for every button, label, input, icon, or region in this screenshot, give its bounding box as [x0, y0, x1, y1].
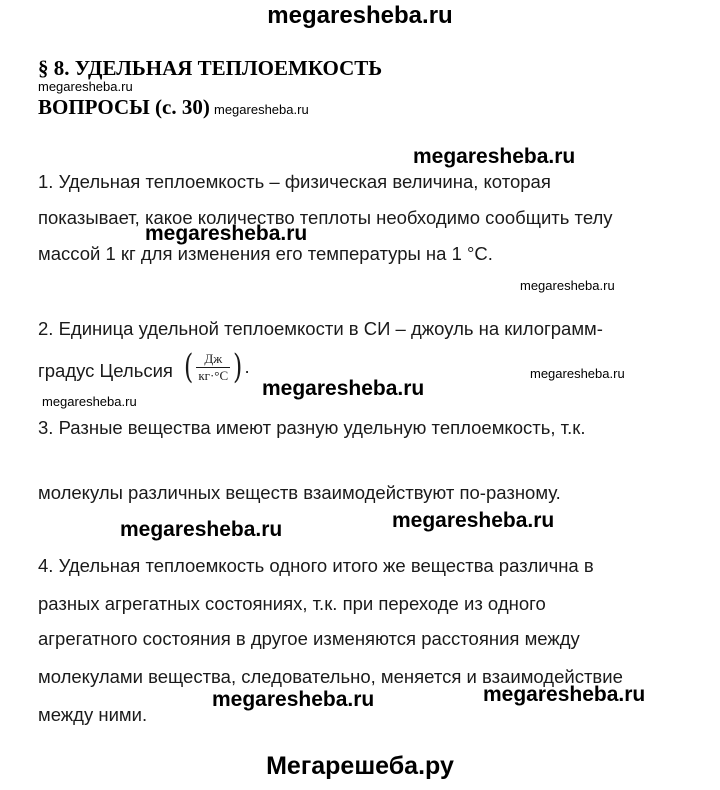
answer-line: 3. Разные вещества имеют разную удельную теплоемкость, т.к.: [38, 417, 586, 438]
fraction-denominator: кг·°С: [198, 367, 229, 383]
watermark-small: megaresheba.ru: [38, 79, 133, 94]
answer-line: агрегатного состояния в другое изменяются расстояния между: [38, 628, 580, 649]
answer-line: разных агрегатных состояниях, т.к. при переходе из одного: [38, 593, 546, 614]
watermark-small: megaresheba.ru: [42, 394, 137, 409]
watermark-big: megaresheba.ru: [483, 683, 646, 706]
questions-heading: ВОПРОСЫ (с. 30): [38, 95, 210, 119]
unit-fraction: [182, 347, 250, 387]
answer-line: массой 1 кг для изменения его температуры на 1 °С.: [38, 243, 493, 264]
watermark-small: megaresheba.ru: [530, 366, 625, 381]
answer-line: молекулами вещества, следовательно, меняется и взаимодействие: [38, 666, 623, 687]
answer-line: 1. Удельная теплоемкость – физическая величина, которая: [38, 171, 551, 192]
site-footer: Мегарешеба.ру: [266, 752, 454, 780]
answer-line: 2. Единица удельной теплоемкости в СИ – джоуль на килограмм-: [38, 318, 603, 339]
fraction-body: [196, 352, 230, 383]
section-heading: § 8. УДЕЛЬНАЯ ТЕПЛОЕМКОСТЬ: [38, 56, 383, 80]
watermark-big: megaresheba.ru: [413, 145, 576, 168]
watermark-big: megaresheba.ru: [262, 377, 425, 400]
watermark-big: megaresheba.ru: [120, 518, 283, 541]
answer-line: между ними.: [38, 704, 148, 725]
fraction-trailing: .: [244, 355, 250, 377]
fraction-numerator: Дж: [204, 350, 223, 366]
watermark-small: megaresheba.ru: [520, 278, 615, 293]
watermark-small: megaresheba.ru: [214, 102, 309, 117]
answer-line: 4. Удельная теплоемкость одного итого же вещества различна в: [38, 555, 594, 576]
answer-line: молекулы различных веществ взаимодействуют по-разному.: [38, 482, 561, 503]
watermark-big: megaresheba.ru: [392, 509, 555, 532]
right-paren: ): [233, 347, 243, 387]
watermark-big: megaresheba.ru: [145, 222, 308, 245]
site-title: megaresheba.ru: [267, 2, 453, 29]
answer-line: градус Цельсия: [38, 360, 173, 381]
watermark-big: megaresheba.ru: [212, 688, 375, 711]
left-paren: (: [183, 347, 194, 387]
answer-line: показывает, какое количество теплоты необходимо сообщить телу: [38, 207, 613, 228]
